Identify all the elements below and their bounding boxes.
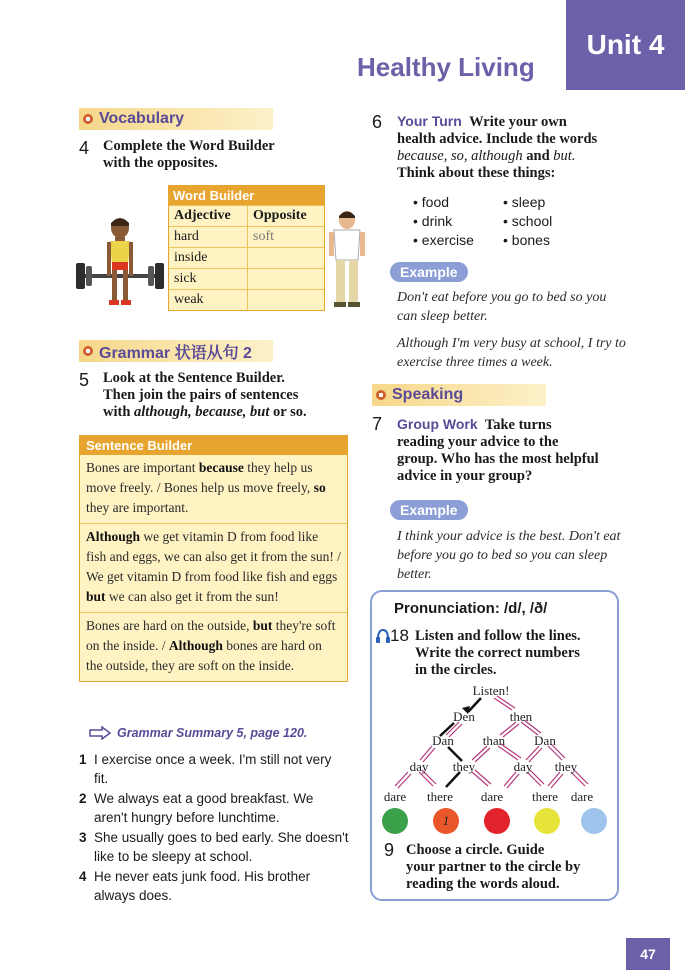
keyword-text: but <box>252 618 273 633</box>
example-badge: Example <box>390 262 468 282</box>
word-builder-table <box>169 205 324 310</box>
exercise-7-instruction: Group Work Take turns reading your advice to the group. Who has the most helpful advice in your group? <box>397 416 599 484</box>
audio-track-icon <box>376 628 390 644</box>
tree-word: day <box>409 759 429 774</box>
vocabulary-header: Vocabulary <box>79 108 273 130</box>
sentence-text: they're soft on the inside. / <box>86 618 336 653</box>
tree-word: they <box>554 759 578 774</box>
table-row <box>169 248 324 269</box>
tree-word: there <box>532 789 558 804</box>
list-item: 3 She usually goes to bed early. She doesn't like to be sleepy at school. <box>79 830 349 864</box>
example-text: Although I'm very busy at school, I try to exercise three times a week. <box>397 336 626 370</box>
topic-list-right <box>503 193 552 250</box>
page-title: Healthy Living <box>357 52 535 82</box>
tree-word: they <box>452 759 476 774</box>
pronunciation-title: Pronunciation: /d/, /ð/ <box>394 600 548 617</box>
tree-word: than <box>482 733 506 748</box>
exercise-8-number: 18 <box>376 626 409 646</box>
exercise-4-instruction: Complete the Word Builder with the opposites. <box>103 138 275 171</box>
example-text: Don't eat before you go to bed so you can sleep better. <box>397 290 607 324</box>
word-builder <box>168 185 325 311</box>
section-bullet-icon <box>83 114 93 124</box>
exercise-6-number: 6 <box>372 112 383 132</box>
column-header-opposite: Opposite <box>248 206 325 227</box>
keyword-text: Although <box>168 638 223 653</box>
adjective-cell: sick <box>169 269 248 290</box>
answer-circle-yellow[interactable] <box>534 808 560 834</box>
table-row <box>169 227 324 248</box>
tree-word: Den <box>453 709 475 724</box>
tree-word: dare <box>570 789 594 804</box>
exercise-5-number: 5 <box>79 370 90 390</box>
example-badge: Example <box>390 500 468 520</box>
tree-word: Dan <box>432 733 454 748</box>
unit-tab: Unit 4 <box>566 0 685 90</box>
keyword-text: so <box>313 480 326 495</box>
sentence-builder-title: Sentence Builder <box>80 436 347 455</box>
list-item: • school <box>503 213 553 229</box>
table-row <box>169 269 324 290</box>
tree-word: Dan <box>534 733 556 748</box>
sentence-builder-paragraph <box>80 613 347 681</box>
adjective-cell: weak <box>169 290 248 311</box>
sentence-text: Bones are hard on the outside, <box>86 618 253 633</box>
column-header-adjective: Adjective <box>169 206 248 227</box>
opposite-cell[interactable]: soft <box>248 227 325 248</box>
sentence-builder-paragraph <box>80 455 347 523</box>
exercise-9-number: 9 <box>384 840 395 860</box>
tree-word: day <box>513 759 533 774</box>
arrow-right-icon <box>89 726 111 740</box>
topic-list-left <box>413 193 474 250</box>
sentence-text: they are important. <box>86 500 189 515</box>
adjective-cell: hard <box>169 227 248 248</box>
man-illustration <box>324 210 370 310</box>
sentence-text: Bones are important <box>86 460 199 475</box>
exercise-9-instruction: Choose a circle. Guide your partner to the circle by reading the words aloud. <box>406 842 581 892</box>
table-row <box>169 290 324 311</box>
list-item: • bones <box>503 232 550 248</box>
keyword-text: Although <box>86 529 141 544</box>
speaking-header: Speaking <box>372 384 546 406</box>
opposite-cell[interactable] <box>248 290 325 311</box>
tree-word: then <box>509 709 533 724</box>
weightlifter-illustration <box>74 218 166 310</box>
list-item: 2 We always eat a good breakfast. We aren't hungry before lunchtime. <box>79 791 314 825</box>
section-bullet-icon <box>83 346 93 356</box>
sentence-text: bones are hard on the outside, they are soft on the inside. <box>86 638 322 673</box>
answer-circle-red[interactable] <box>484 808 510 834</box>
example-text: I think your advice is the best. Don't eat before you go to bed so you can sleep better. <box>397 529 621 582</box>
grammar-header: Grammar 状语从句 2 <box>79 340 273 362</box>
word-builder-title: Word Builder <box>169 186 324 205</box>
answer-circle-blue[interactable] <box>581 808 607 834</box>
list-item: • food <box>413 194 450 210</box>
section-bullet-icon <box>376 390 386 400</box>
sentence-builder-paragraph <box>80 524 347 612</box>
list-item: 4 He never eats junk food. His brother always does. <box>79 869 311 903</box>
page-number: 47 <box>626 938 670 970</box>
sentence-text: we get vitamin D from food like fish and eggs, we can also get it from the sun! / We get vitamin D from food like fish and eggs <box>86 529 341 584</box>
keyword-text: because <box>198 460 244 475</box>
list-item: • drink <box>413 213 453 229</box>
sentence-text: we can also get it from the sun! <box>105 589 279 604</box>
exercise-7-number: 7 <box>372 414 383 434</box>
keyword-text: but <box>86 589 106 604</box>
sentence-builder <box>79 435 348 682</box>
exercise-5-instruction: Look at the Sentence Builder. Then join the pairs of sentences with although, because, but or so. <box>103 370 307 420</box>
answer-circle-green[interactable] <box>382 808 408 834</box>
list-item: • sleep <box>503 194 546 210</box>
opposite-cell[interactable] <box>248 248 325 269</box>
tree-word: Listen! <box>472 683 510 698</box>
grammar-summary-link[interactable]: Grammar Summary 5, page 120. <box>89 726 307 740</box>
exercise-8-instruction: Listen and follow the lines. Write the correct numbers in the circles. <box>415 628 581 678</box>
exercise-6-instruction: Your Turn Write your own health advice. Include the words because, so, although and but. Think about these things: <box>397 113 598 181</box>
list-item: • exercise <box>413 232 474 248</box>
grammar-exercise-list <box>79 750 349 905</box>
adjective-cell: inside <box>169 248 248 269</box>
tree-word: dare <box>480 789 504 804</box>
tree-word: there <box>427 789 453 804</box>
list-item: 1 I exercise once a week. I'm still not very fit. <box>79 752 332 786</box>
exercise-4-number: 4 <box>79 138 90 158</box>
opposite-cell[interactable] <box>248 269 325 290</box>
tree-word: dare <box>383 789 407 804</box>
sentence-text: they help us move freely. / Bones help us move freely, <box>86 460 314 495</box>
answer-circle-orange[interactable]: 1 <box>433 808 459 834</box>
